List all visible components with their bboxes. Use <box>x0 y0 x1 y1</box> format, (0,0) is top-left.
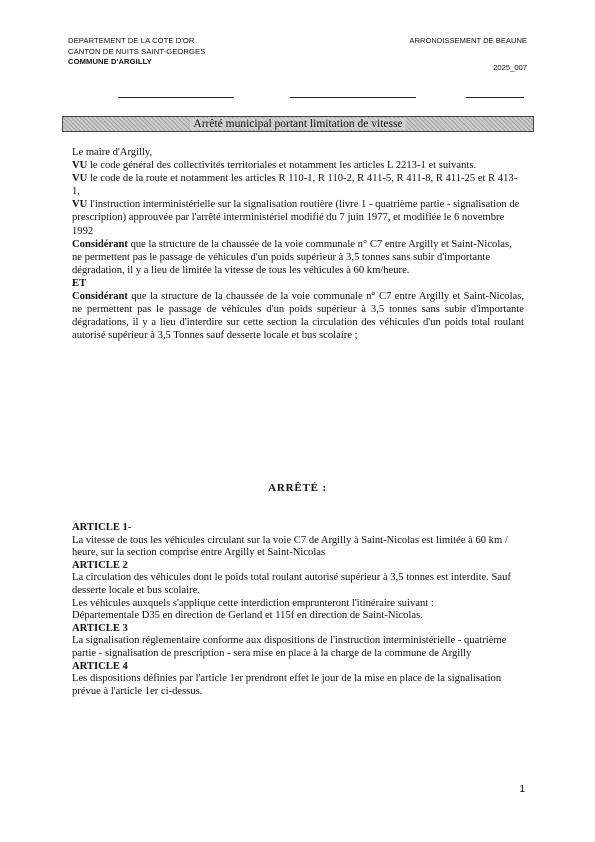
article-paragraph: Les véhicules auxquels s'applique cette interdiction emprunteront l'itinéraire suivant : <box>72 597 434 609</box>
et-conjunction: ET <box>72 277 87 289</box>
article-paragraph: La vitesse de tous les véhicules circulant sur la voie C7 de Argilly à Saint-Nicolas est limitée à 60 km / heure, sur la section comprise entre Argilly et Saint-Nicolas <box>72 534 508 559</box>
signature-rule-right <box>466 97 524 98</box>
signature-rule-middle <box>290 97 416 98</box>
mayor-line: Le maire d'Argilly, <box>72 147 153 158</box>
article-paragraph: La signalisation réglementaire conforme aux dispositions de l'instruction interministérielle - quatrième partie - signalisation de prescription - sera mise en place à la charge de la commune de Argilly <box>72 635 507 659</box>
document-title-banner <box>62 116 534 132</box>
considerant-keyword: Considérant <box>72 238 128 250</box>
considerant-text: que la structure de la chaussée de la voie communale n° C7 entre Argilly et Saint-Nicolas, ne permettent pas le passage de véhicules d'un poids supérieur à 3,5 tonnes sans subir d'importante dégradations, il y a lieu d'interdire sur cette section la circulation des véhicules d'un poids total roulant autorisé supérieur à 3,5 Tonnes sauf desserte locale et bus scolaire ; <box>72 291 524 342</box>
vu-keyword: VU <box>72 173 88 185</box>
preamble <box>72 146 524 342</box>
department-line: DEPARTEMENT DE LA COTE D'OR <box>68 36 195 45</box>
vu-keyword: VU <box>72 199 88 211</box>
article-title: ARTICLE 4 <box>72 660 128 672</box>
considerant-text: que la structure de la chaussée de la voie communale n° C7 entre Argilly et Saint-Nicolas, ne permettent pas le passage de véhicules d'un poids supérieur à 3,5 tonnes sans subir d'importante dégradation, il y a lieu de limitée la vitesse de tous les véhicules à 60 km/heure. <box>72 238 512 276</box>
article-title: ARTICLE 3 <box>72 622 128 634</box>
vu-clause <box>72 172 524 198</box>
considerant-clause <box>72 238 524 277</box>
article-title: ARTICLE 1- <box>72 522 132 533</box>
reference-number: 2025_007 <box>493 62 527 72</box>
signature-rule-left <box>118 97 234 98</box>
articles-section <box>72 522 524 698</box>
arrete-heading: ARRÊTÉ : <box>268 482 327 494</box>
article-paragraph: Départementale D35 en direction de Gerland et 115f en direction de Saint-Nicolas. <box>72 610 423 622</box>
article-paragraph: Les dispositions définies par l'article 1er prendront effet le jour de la mise en place de la signalisation prévue à l'article 1er ci-dessus. <box>72 673 502 697</box>
vu-text: l'instruction interministérielle sur la signalisation routière (livre 1 - quatrième partie - signalisation de prescription) approuvée par l'arrêté interministériel modifié du 7 juin 1977, et modifiée le 6 novembre 1992 <box>72 199 520 237</box>
considerant-keyword: Considérant <box>72 291 128 303</box>
canton-line: CANTON DE NUITS SAINT-GEORGES <box>68 46 206 56</box>
vu-clause <box>72 159 524 172</box>
commune-line: COMMUNE D'ARGILLY <box>68 57 152 66</box>
vu-text: le code de la route et notamment les articles R 110-1, R 110-2, R 411-5, R 411-8, R 411-25 et R 413-1, <box>72 173 518 198</box>
page-number: 1 <box>519 784 525 795</box>
arrondissement-header <box>409 36 527 73</box>
document-title: Arrêté municipal portant limitation de vitesse <box>190 118 405 130</box>
administrative-header <box>68 36 205 68</box>
article-title: ARTICLE 2 <box>72 559 128 571</box>
vu-clause <box>72 198 524 237</box>
considerant-clause <box>72 290 524 342</box>
article-paragraph: La circulation des véhicules dont le poids total roulant autorisé supérieur à 3,5 tonnes est interdite. Sauf desserte locale et bus scolaire. <box>72 572 511 596</box>
vu-keyword: VU <box>72 160 88 172</box>
arrondissement-line: ARRONDISSEMENT DE BEAUNE <box>409 36 527 45</box>
vu-text: le code général des collectivités territoriales et notamment les articles L 2213-1 et suivants. <box>87 160 477 172</box>
